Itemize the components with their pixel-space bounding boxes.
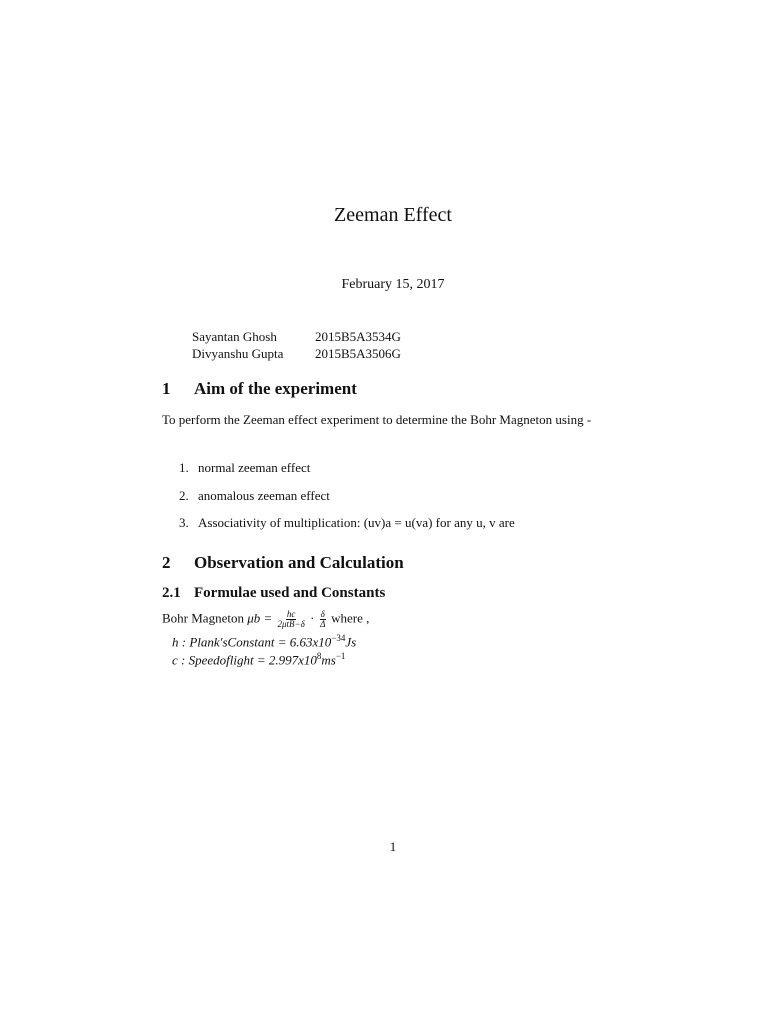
speed-of-light-line: [172, 648, 345, 668]
page-number: 1: [389, 839, 397, 854]
fraction-hc: [278, 610, 305, 629]
list-item: [179, 488, 330, 504]
author-name: Sayantan Ghosh: [192, 329, 277, 344]
section-number: 2: [162, 553, 171, 572]
author-row: [192, 328, 401, 345]
list-number: 2.: [179, 488, 189, 503]
section-1-heading: [162, 379, 357, 399]
bohr-magneton-formula: [162, 610, 369, 629]
planck-exponent: −34: [331, 633, 346, 643]
fraction-delta: [320, 610, 326, 629]
dot-operator: ·: [310, 610, 315, 626]
fraction-numerator: δ: [320, 609, 325, 619]
planck-unit: Js: [345, 634, 357, 650]
subsection-title: Formulae used and Constants: [194, 585, 386, 601]
author-row: [192, 345, 401, 362]
aim-paragraph: To perform the Zeeman effect experiment to determine the Bohr Magneton using -: [162, 412, 592, 427]
list-item: [179, 460, 310, 476]
light-exponent: 8: [316, 651, 322, 661]
section-title: Aim of the experiment: [194, 379, 357, 398]
light-unit-exponent: −1: [335, 651, 346, 661]
section-2-heading: [162, 553, 404, 573]
fraction-denominator: Δ: [320, 619, 326, 629]
subsection-2-1-heading: [162, 585, 385, 602]
subsection-number: 2.1: [162, 585, 181, 601]
author-name: Divyanshu Gupta: [192, 346, 284, 361]
author-id: 2015B5A3506G: [315, 346, 401, 361]
list-text: anomalous zeeman effect: [198, 488, 330, 503]
formula-label: Bohr Magneton: [162, 610, 244, 626]
fraction-numerator: hc: [286, 609, 296, 619]
formula-where: where ,: [331, 610, 370, 626]
list-text: normal zeeman effect: [198, 460, 311, 475]
list-text: Associativity of multiplication: (uv)a = u(va) for any u, v are: [198, 515, 515, 530]
section-number: 1: [162, 379, 171, 398]
light-text: c : Speedoflight = 2.997x10: [172, 652, 317, 668]
list-number: 3.: [179, 515, 189, 530]
list-number: 1.: [179, 460, 189, 475]
author-table: [192, 328, 401, 362]
section-title: Observation and Calculation: [194, 553, 404, 572]
paper-date: February 15, 2017: [341, 277, 445, 292]
fraction-denominator: 2μtB−δ: [277, 619, 305, 629]
planck-text: h : Plank′sConstant = 6.63x10: [172, 634, 332, 650]
author-id: 2015B5A3534G: [315, 329, 401, 344]
light-unit: ms: [321, 652, 336, 668]
paper-title: Zeeman Effect: [334, 204, 452, 226]
formula-symbol: μb =: [247, 610, 273, 626]
list-item: [179, 515, 515, 531]
